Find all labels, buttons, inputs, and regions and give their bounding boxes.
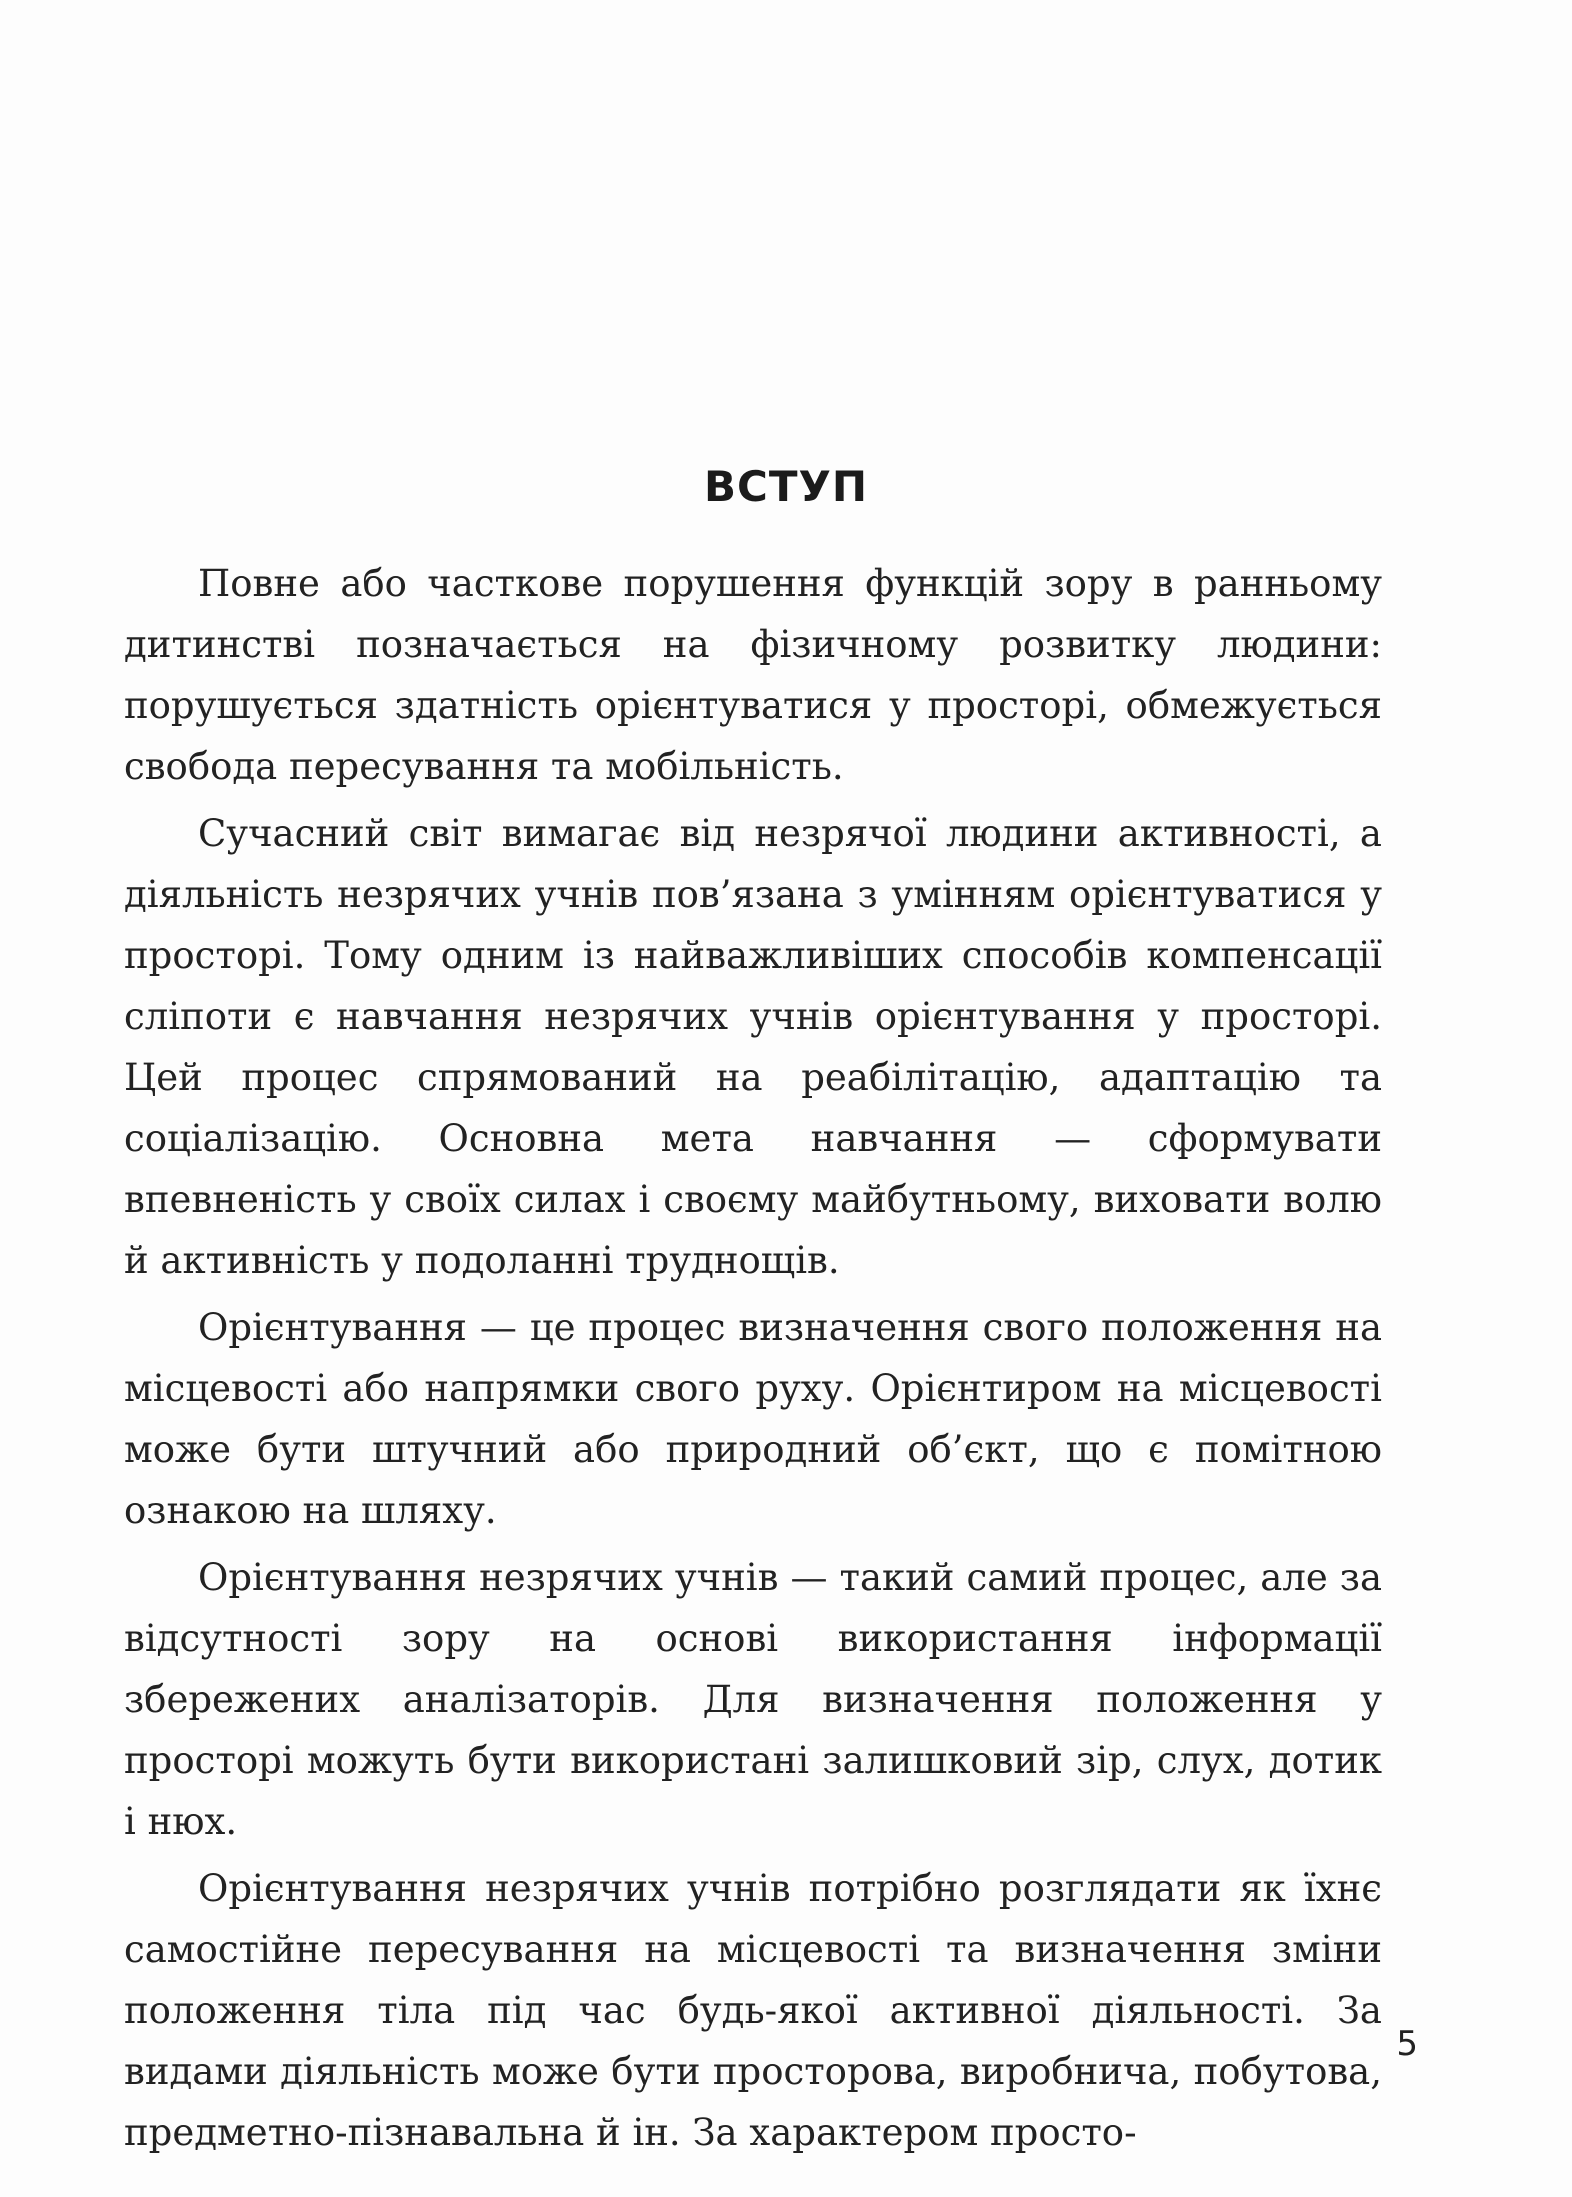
- chapter-heading: ВСТУП: [703, 462, 869, 511]
- paragraph-5: Орієнтування незрячих учнів потрібно розглядати як їхнє самостійне пересування на місцевості та визначення зміни положення тіла під час будь-якої активної діяльності. За видами діяльність може бути просторова, виробнича, побутова, предметно-пізнавальна й ін. За характером просто-: [124, 1867, 1382, 2154]
- body-text: [124, 553, 1382, 2169]
- paragraph-2: Сучасний світ вимагає від незрячої людини активності, а діяльність незрячих учнів пов’язана з умінням орієнтуватися у просторі. Тому одним із найважливіших способів компенсації сліпоти є навчання незрячих учнів орієнтування у просторі. Цей процес спрямований на реабілітацію, адаптацію та соціалізацію. Основна мета навчання — сформувати впевненість у своїх силах і своєму майбутньому, виховати волю й активність у подоланні труднощів.: [124, 812, 1382, 1282]
- page-number: 5: [1396, 2024, 1418, 2064]
- paragraph-4: Орієнтування незрячих учнів — такий самий процес, але за відсутності зору на основі використання інформації збережених аналізаторів. Для визначення положення у просторі можуть бути використані залишковий зір, слух, дотик і нюх.: [124, 1556, 1382, 1843]
- paragraph-3: Орієнтування — це процес визначення свого положення на місцевості або напрямки свого руху. Орієнтиром на місцевості може бути штучний або природний об’єкт, що є помітною ознакою на шляху.: [124, 1306, 1382, 1532]
- paragraph-1: Повне або часткове порушення функцій зору в ранньому дитинстві позначається на фізичному розвитку людини: порушується здатність орієнтуватися у просторі, обмежується свобода пересування та мобільність.: [124, 562, 1382, 788]
